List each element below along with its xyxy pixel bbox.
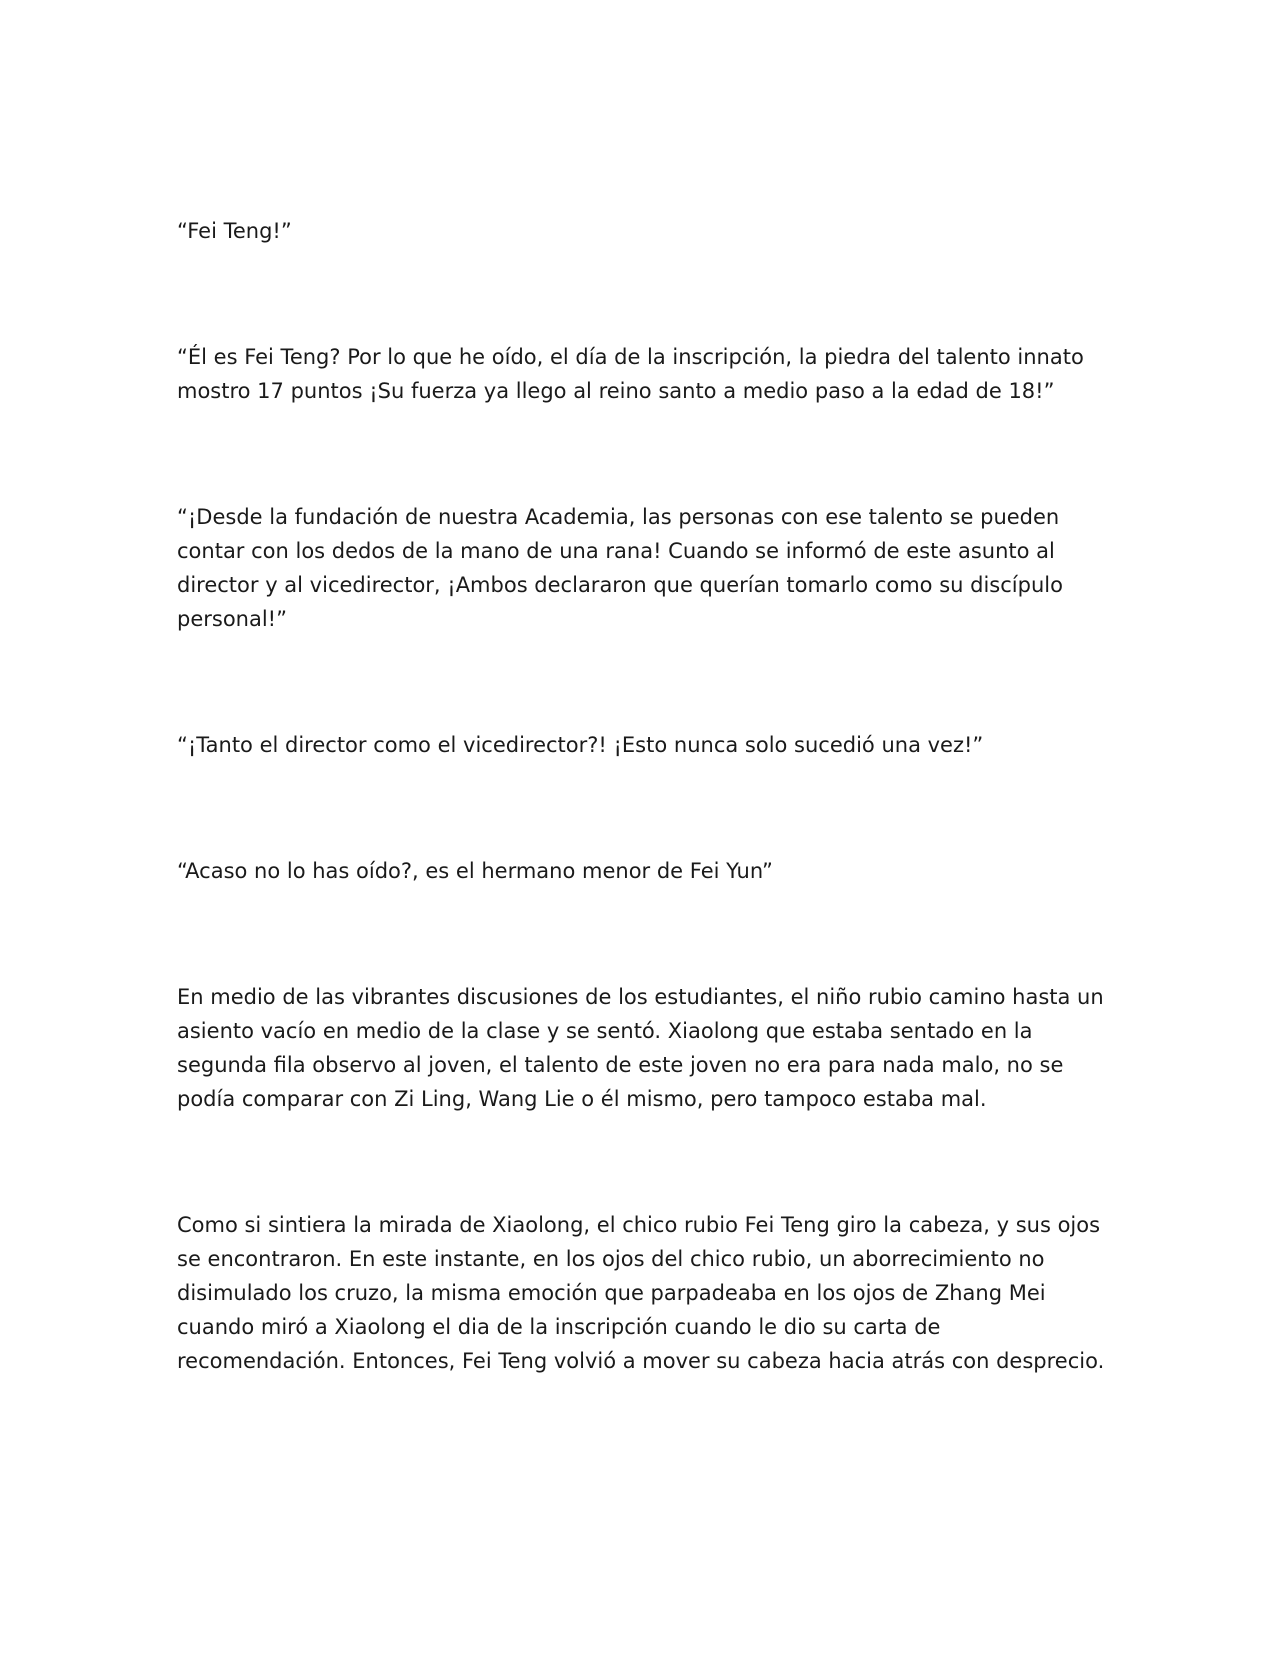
paragraph-1: “Fei Teng!” xyxy=(177,219,292,243)
document-body xyxy=(177,214,1107,1378)
paragraph-3: “¡Desde la fundación de nuestra Academia, las personas con ese talento se pueden contar con los dedos de la mano de una rana! Cuando se informó de este asunto al director y al vicedirector, ¡Ambos declararon que querían tomarlo como su discípulo personal!” xyxy=(177,505,1063,631)
paragraph-2: “Él es Fei Teng? Por lo que he oído, el día de la inscripción, la piedra del talento innato mostro 17 puntos ¡Su fuerza ya llego al reino santo a medio paso a la edad de 18!” xyxy=(177,345,1084,403)
paragraph-6: En medio de las vibrantes discusiones de los estudiantes, el niño rubio camino hasta un asiento vacío en medio de la clase y se sentó. Xiaolong que estaba sentado en la segunda fila observo al joven, el talento de este joven no era para nada malo, no se podía comparar con Zi Ling, Wang Lie o él mismo, pero tampoco estaba mal. xyxy=(177,985,1104,1111)
paragraph-7: Como si sintiera la mirada de Xiaolong, el chico rubio Fei Teng giro la cabeza, y sus ojos se encontraron. En este instante, en los ojos del chico rubio, un aborrecimiento no disimulado los cruzo, la misma emoción que parpadeaba en los ojos de Zhang Mei cuando miró a Xiaolong el dia de la inscripción cuando le dio su carta de recomendación. Entonces, Fei Teng volvió a mover su cabeza hacia atrás con desprecio. xyxy=(177,1213,1105,1373)
paragraph-5: “Acaso no lo has oído?, es el hermano menor de Fei Yun” xyxy=(177,859,773,883)
paragraph-4: “¡Tanto el director como el vicedirector?! ¡Esto nunca solo sucedió una vez!” xyxy=(177,733,984,757)
